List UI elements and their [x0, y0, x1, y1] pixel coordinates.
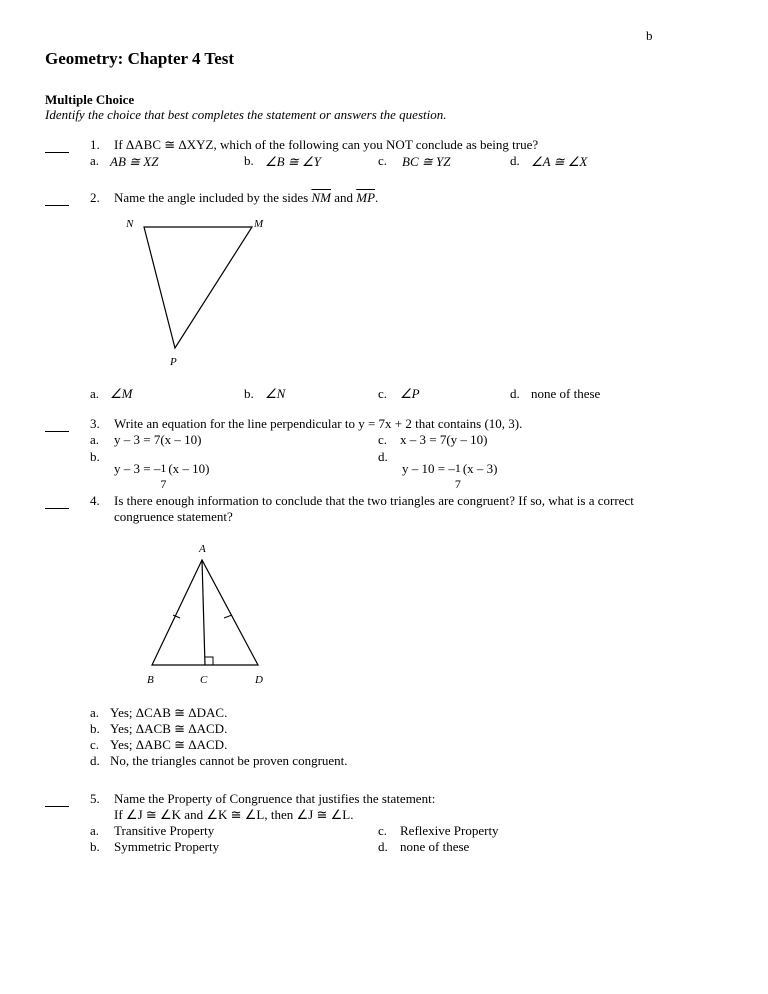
choice-text-3b-post: (x – 10)	[168, 461, 210, 476]
choice-letter-1a: a.	[90, 153, 100, 168]
label-m: M	[254, 218, 264, 230]
answer-blank-4[interactable]	[45, 508, 69, 509]
question-stem-4-line1: Is there enough information to conclude that the two triangles are congruent? If so, what is a correct	[114, 493, 634, 508]
segment-mp: $\overline{MP}$	[356, 190, 376, 205]
fraction-numerator-3b: 1	[160, 461, 167, 475]
label-c: C	[200, 674, 208, 686]
choice-letter-2d: d.	[510, 386, 520, 401]
choice-text-2a: ∠M	[110, 386, 133, 401]
question-number-4: 4.	[90, 493, 100, 508]
choice-letter-4a: a.	[90, 705, 100, 720]
choice-letter-5b: b.	[90, 839, 100, 854]
label-b: B	[147, 674, 154, 686]
fraction-numerator-3d: 1	[454, 461, 461, 475]
answer-blank-3[interactable]	[45, 431, 69, 432]
triangle-nmp-figure	[110, 215, 310, 375]
choice-letter-1d: d.	[510, 153, 520, 168]
page-letter: b	[646, 28, 653, 43]
answer-blank-2[interactable]	[45, 205, 69, 206]
choice-letter-2a: a.	[90, 386, 100, 401]
tick-mark-ad	[224, 615, 232, 618]
choice-letter-2c: c.	[378, 386, 388, 401]
choice-text-2d: none of these	[531, 386, 601, 401]
question-stem-5: Name the Property of Congruence that justifies the statement:	[114, 791, 436, 806]
choice-text-1c: BC ≅ YZ	[402, 154, 451, 169]
question-stem-1: If ΔABC ≅ ΔXYZ, which of the following can you NOT conclude as being true?	[114, 137, 539, 152]
choice-text-5b: Symmetric Property	[114, 839, 220, 854]
choice-letter-4d: d.	[90, 753, 100, 768]
choice-text-4d: No, the triangles cannot be proven congruent.	[110, 753, 348, 768]
choice-letter-4b: b.	[90, 721, 100, 736]
question-stem-2-text: Name the angle included by the sides	[114, 190, 309, 205]
answer-blank-1[interactable]	[45, 152, 69, 153]
question-stem-2: Name the angle included by the sides $\overline{NM}$ and $\overline{MP}$.	[114, 190, 379, 205]
choice-text-2c: ∠P	[400, 386, 420, 401]
choice-text-3d	[402, 461, 498, 491]
choice-text-5c: Reflexive Property	[400, 823, 499, 838]
triangle-nmp	[144, 227, 252, 348]
choice-letter-4c: c.	[90, 737, 100, 752]
choice-text-4a: Yes; ΔCAB ≅ ΔDAC.	[110, 705, 228, 720]
question-stem-4-line2: congruence statement?	[114, 509, 233, 524]
choice-text-4b: Yes; ΔACB ≅ ΔACD.	[110, 721, 228, 736]
label-n: N	[126, 218, 134, 230]
answer-blank-5[interactable]	[45, 806, 69, 807]
right-angle-mark	[205, 657, 213, 665]
choice-letter-3d: d.	[378, 449, 388, 464]
choice-text-3d-post: (x – 3)	[462, 461, 498, 476]
choice-letter-3c: c.	[378, 432, 388, 447]
choice-text-3d-pre: y – 10 = –	[402, 461, 455, 476]
choice-text-1a: AB ≅ XZ	[110, 154, 159, 169]
question-number-5: 5.	[90, 791, 100, 806]
question-number-3: 3.	[90, 416, 100, 431]
question-statement-5: If ∠J ≅ ∠K and ∠K ≅ ∠L, then ∠J ≅ ∠L.	[114, 807, 354, 822]
choice-text-3b	[114, 461, 210, 491]
choice-text-5a: Transitive Property	[114, 823, 215, 838]
choice-letter-3b: b.	[90, 449, 100, 464]
triangle-abd-figure	[140, 540, 280, 690]
choice-letter-2b: b.	[244, 386, 254, 401]
choice-text-3a: y – 3 = 7(x – 10)	[114, 432, 202, 447]
choice-text-1b: ∠B ≅ ∠Y	[265, 154, 321, 169]
label-d: D	[255, 674, 263, 686]
choice-text-5d: none of these	[400, 839, 470, 854]
choice-text-3b-pre: y – 3 = –	[114, 461, 161, 476]
choice-letter-5c: c.	[378, 823, 388, 838]
choice-letter-3a: a.	[90, 432, 100, 447]
label-a: A	[199, 543, 206, 555]
question-number-2: 2.	[90, 190, 100, 205]
choice-text-3c: x – 3 = 7(y – 10)	[400, 432, 488, 447]
choice-letter-1c: c.	[378, 153, 388, 168]
label-p: P	[170, 356, 177, 368]
choice-letter-5d: d.	[378, 839, 388, 854]
choice-text-1d: ∠A ≅ ∠X	[531, 154, 588, 169]
question-number-1: 1.	[90, 137, 100, 152]
fraction-denominator-3b: 7	[160, 477, 167, 491]
section-heading: Multiple Choice	[45, 92, 135, 107]
segment-ac	[202, 560, 205, 665]
choice-letter-1b: b.	[244, 153, 254, 168]
segment-nm: $\overline{NM}$	[311, 190, 331, 205]
choice-letter-5a: a.	[90, 823, 100, 838]
choice-text-4c: Yes; ΔABC ≅ ΔACD.	[110, 737, 228, 752]
choice-text-2b: ∠N	[265, 386, 286, 401]
question-stem-2-and: and	[334, 190, 354, 205]
section-instructions: Identify the choice that best completes the statement or answers the question.	[45, 107, 447, 122]
page-title: Geometry: Chapter 4 Test	[45, 49, 235, 68]
question-stem-3: Write an equation for the line perpendicular to y = 7x + 2 that contains (10, 3).	[114, 416, 523, 431]
fraction-denominator-3d: 7	[454, 477, 461, 491]
